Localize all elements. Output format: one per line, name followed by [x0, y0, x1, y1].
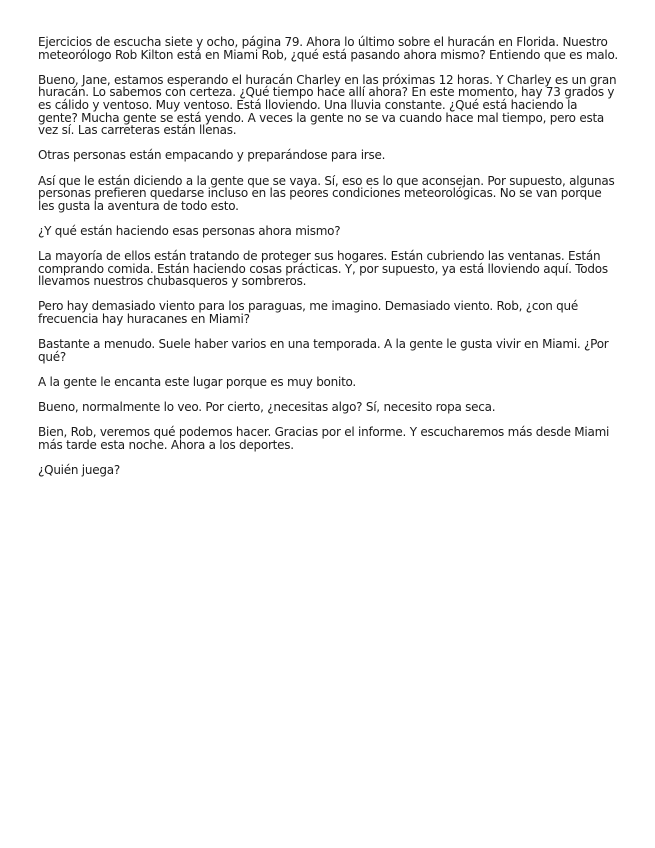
transcript-document: [38, 36, 620, 489]
paragraph-4: Así que le están diciendo a la gente que se vaya. Sí, eso es lo que aconsejan. Por supuesto, algunas personas prefieren quedarse incluso en las peores condiciones meteorológicas. No se van porque les gusta la aventura de todo esto.: [38, 173, 615, 213]
paragraph-2: Bueno, Jane, estamos esperando el huracán Charley en las próximas 12 horas. Y Charley es un gran huracán. Lo sabemos con certeza. ¿Qué tiempo hace allí ahora? En este momento, hay 73 grados y es cálido y ventoso. Muy ventoso. Está lloviendo. Una lluvia constante. ¿Qué está haciendo la gente? Mucha gente se está yendo. A veces la gente no se va cuando hace mal tiempo, pero esta vez sí. Las carreteras están llenas.: [38, 72, 617, 138]
paragraph-6: La mayoría de ellos están tratando de proteger sus hogares. Están cubriendo las ventanas. Están comprando comida. Están haciendo cosas prácticas. Y, por supuesto, ya está lloviendo aquí. Todos llevamos nuestros chubasqueros y sombreros.: [38, 249, 608, 289]
paragraph-3: Otras personas están empacando y preparándose para irse.: [38, 148, 386, 163]
paragraph-1: Ejercicios de escucha siete y ocho, página 79. Ahora lo último sobre el huracán en Florida. Nuestro meteorólogo Rob Kilton está en Miami Rob, ¿qué está pasando ahora mismo? Entiendo que es malo.: [38, 35, 618, 62]
paragraph-12: ¿Quién juega?: [38, 463, 120, 478]
paragraph-5: ¿Y qué están haciendo esas personas ahora mismo?: [38, 223, 341, 238]
paragraph-8: Bastante a menudo. Suele haber varios en una temporada. A la gente le gusta vivir en Miami. ¿Por qué?: [38, 337, 609, 364]
paragraph-10: Bueno, normalmente lo veo. Por cierto, ¿necesitas algo? Sí, necesito ropa seca.: [38, 400, 496, 415]
paragraph-11: Bien, Rob, veremos qué podemos hacer. Gracias por el informe. Y escucharemos más desde Miami más tarde esta noche. Ahora a los deportes.: [38, 425, 610, 452]
paragraph-7: Pero hay demasiado viento para los paraguas, me imagino. Demasiado viento. Rob, ¿con qué frecuencia hay huracanes en Miami?: [38, 299, 579, 327]
paragraph-9: A la gente le encanta este lugar porque es muy bonito.: [38, 375, 356, 390]
